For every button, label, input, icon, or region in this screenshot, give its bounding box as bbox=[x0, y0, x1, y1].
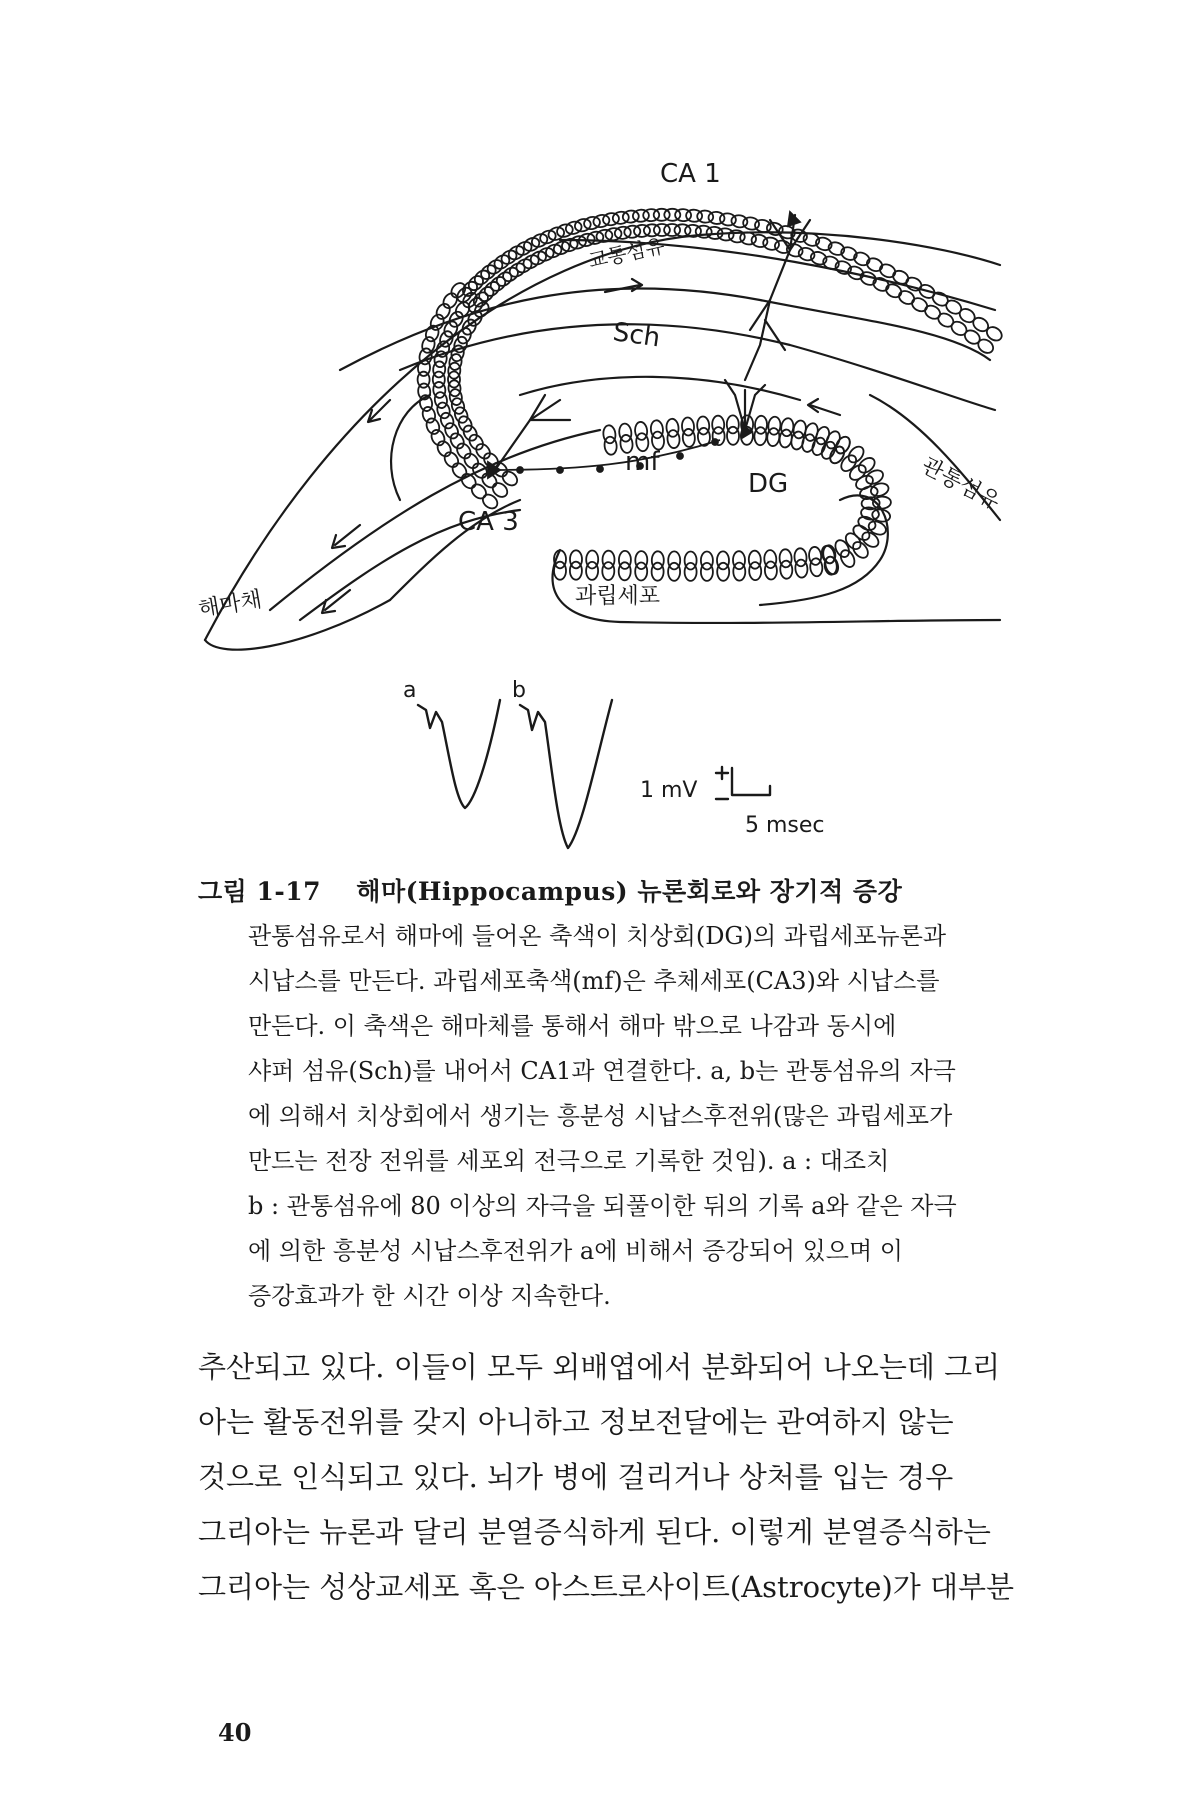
neuron-cell-body bbox=[456, 414, 474, 434]
neuron-cell-body bbox=[762, 236, 780, 252]
neuron-cell-body bbox=[795, 559, 808, 578]
neuron-cell-body bbox=[750, 233, 768, 248]
caption-line: 만드는 전장 전위를 세포외 전극으로 기록한 것임). a : 대조치 bbox=[248, 1147, 890, 1175]
neuron-cell-body bbox=[727, 427, 739, 445]
neuron-cell-body bbox=[574, 217, 593, 233]
neuron-cell-body bbox=[433, 350, 448, 368]
neuron-cell-body bbox=[421, 405, 437, 424]
neuron-cell-body bbox=[819, 440, 837, 461]
neuron-cell-body bbox=[701, 563, 713, 581]
neuron-cell-body bbox=[652, 563, 664, 581]
dg-tip-cell-layer bbox=[820, 434, 892, 576]
label-granule-cells: 과립세포 bbox=[575, 584, 661, 609]
neuron-cell-body bbox=[754, 427, 767, 446]
neuron-cell-body bbox=[554, 562, 566, 580]
neuron-cell-body bbox=[433, 391, 448, 409]
neuron-cell-body bbox=[592, 214, 610, 229]
neuron-cell-body bbox=[838, 452, 859, 473]
hippocampus-figure bbox=[0, 0, 1200, 860]
body-line: 그리아는 뉴론과 달리 분열증식하게 된다. 이렇게 분열증식하는 bbox=[198, 1515, 991, 1549]
time-scale: 5 msec bbox=[745, 813, 825, 838]
caption-line: 관통섬유로서 해마에 들어온 축색이 치상회(DG)의 과립세포뉴론과 bbox=[248, 922, 947, 950]
label-fimbria: 해마채 bbox=[196, 587, 264, 623]
neuron-cell-body bbox=[453, 405, 470, 424]
label-mossy-fiber: mf bbox=[625, 447, 660, 477]
voltage-scale: 1 mV bbox=[640, 778, 698, 803]
figure-number: 그림 1-17 bbox=[198, 877, 322, 906]
neuron-cell-body bbox=[583, 215, 601, 230]
body-paragraph bbox=[198, 1340, 1048, 1615]
neuron-cell-body bbox=[685, 563, 697, 581]
caption-line: 만든다. 이 축색은 해마체를 통해서 해마 밖으로 나감과 동시에 bbox=[248, 1012, 897, 1040]
neuron-cell-body bbox=[450, 397, 466, 416]
caption-line: 샤퍼 섬유(Sch)를 내어서 CA1과 연결한다. a, b는 관통섬유의 자극 bbox=[248, 1057, 956, 1085]
neuron-cell-body bbox=[827, 444, 847, 466]
neuron-cell-body bbox=[435, 401, 451, 420]
neuron-cell-body bbox=[586, 562, 598, 580]
label-ca1: CA 1 bbox=[660, 159, 721, 189]
neuron-cell-body bbox=[455, 326, 473, 346]
neuron-cell-body bbox=[843, 530, 864, 552]
caption-line: b : 관통섬유에 80 이상의 자극을 되풀이한 뒤의 기록 a와 같은 자극 bbox=[248, 1192, 957, 1220]
epsp-traces bbox=[418, 700, 770, 848]
trace-label-b: b bbox=[512, 678, 526, 703]
neuron-cell-body bbox=[717, 563, 729, 581]
neuron-cell-body bbox=[878, 262, 898, 280]
neuron-cell-body bbox=[530, 232, 550, 250]
neuron-cell-body bbox=[586, 230, 604, 245]
neuron-cell-body bbox=[635, 562, 647, 580]
body-line: 아는 활동전위를 갖지 아니하고 정보전달에는 관여하지 않는 bbox=[198, 1405, 954, 1439]
figure-caption-body bbox=[248, 914, 1038, 1319]
caption-line: 시납스를 만든다. 과립세포축색(mf)은 추체세포(CA3)와 시납스를 bbox=[248, 967, 940, 995]
body-line: 추산되고 있다. 이들이 모두 외배엽에서 분화되어 나오는데 그리 bbox=[198, 1350, 1001, 1384]
neuron-cell-body bbox=[619, 562, 631, 580]
neuron-cell-body bbox=[668, 563, 680, 581]
neuron-cell-body bbox=[766, 428, 780, 447]
neuron-cell-body bbox=[733, 562, 745, 580]
label-commissural-fiber: 교통섬유 bbox=[586, 233, 667, 273]
neuron-cell-body bbox=[667, 430, 681, 449]
caption-line: 에 의한 흥분성 시납스후전위가 a에 비해서 증강되어 있으며 이 bbox=[248, 1237, 903, 1265]
neuron-cell-body bbox=[749, 562, 762, 580]
scale-bar bbox=[732, 768, 770, 795]
body-line: 그리아는 성상교세포 혹은 아스트로사이트(Astrocyte)가 대부분 bbox=[198, 1570, 1015, 1604]
neuron-cell-body bbox=[439, 411, 456, 430]
neuron-cell-body bbox=[728, 229, 746, 244]
neuron-cell-body bbox=[865, 256, 885, 274]
trace-label-a: a bbox=[403, 678, 417, 703]
body-line: 것으로 인식되고 있다. 뇌가 병에 걸리거나 상처를 입는 경우 bbox=[198, 1460, 954, 1494]
label-schaffer: Sch bbox=[611, 317, 663, 354]
trace-a bbox=[418, 700, 500, 808]
hippocampus-outline bbox=[205, 232, 1000, 640]
label-ca3: CA 3 bbox=[458, 507, 519, 537]
neuron-cell-body bbox=[564, 220, 583, 236]
neuron-cell-body bbox=[424, 324, 441, 343]
neuron-cell-body bbox=[780, 560, 793, 579]
neuron-cell-body bbox=[780, 417, 794, 437]
neuron-cell-body bbox=[570, 562, 582, 580]
neuron-cell-body bbox=[810, 436, 827, 457]
figure-title: 해마(Hippocampus) 뉴론회로와 장기적 증강 bbox=[356, 877, 903, 906]
dg-lower-cell-layer bbox=[554, 545, 838, 581]
neuron-cell-body bbox=[602, 562, 614, 580]
label-perforant-path: 관통섬유 bbox=[917, 453, 1004, 516]
neuron-cell-body bbox=[797, 246, 816, 262]
label-dentate-gyrus: DG bbox=[748, 469, 789, 499]
neuron-cell-body bbox=[538, 228, 557, 245]
caption-line: 에 의해서 치상회에서 생기는 흥분성 시납스후전위(많은 과립세포가 bbox=[248, 1102, 953, 1130]
neuron-cell-body bbox=[764, 561, 777, 580]
caption-line: 증강효과가 한 시간 이상 지속한다. bbox=[248, 1282, 611, 1310]
neuron-cell-body bbox=[778, 429, 792, 449]
trace-b bbox=[520, 700, 612, 848]
figure-caption-title bbox=[198, 872, 1098, 908]
neuron-cell-body bbox=[682, 428, 695, 447]
neuron-cell-body bbox=[555, 222, 574, 238]
page-number: 40 bbox=[218, 1718, 252, 1747]
